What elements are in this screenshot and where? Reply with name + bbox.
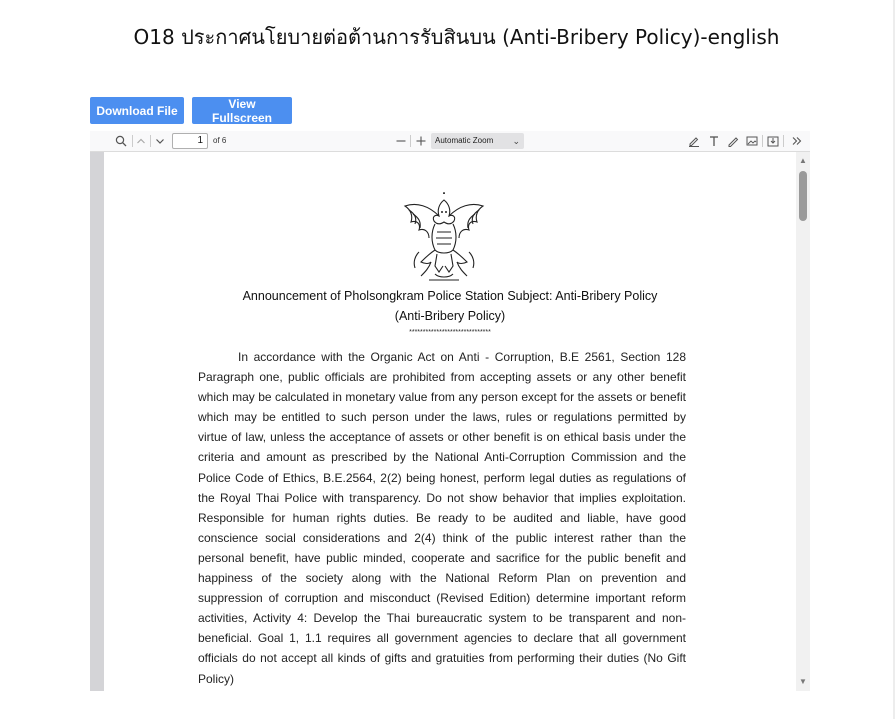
draw-icon[interactable] [726, 134, 740, 148]
more-tools-icon[interactable] [790, 134, 804, 148]
scroll-down-icon[interactable]: ▼ [799, 677, 807, 686]
highlight-icon[interactable] [687, 134, 701, 148]
scrollbar-thumb[interactable] [799, 171, 807, 221]
zoom-value: Automatic Zoom [435, 136, 494, 145]
save-icon[interactable] [766, 134, 780, 148]
zoom-out-icon[interactable] [394, 134, 408, 148]
image-icon[interactable] [745, 134, 759, 148]
text-icon[interactable] [707, 134, 721, 148]
next-page-icon[interactable] [153, 134, 167, 148]
toolbar-divider [410, 135, 411, 147]
toolbar-divider [150, 135, 151, 147]
pdf-viewer [90, 131, 810, 691]
toolbar-divider [762, 135, 763, 147]
scrollbar[interactable] [796, 152, 810, 691]
document-page [104, 152, 796, 691]
prev-page-icon[interactable] [134, 134, 148, 148]
search-icon[interactable] [114, 134, 128, 148]
view-fullscreen-button[interactable]: View Fullscreen [192, 97, 292, 124]
chevron-down-icon: ⌄ [512, 136, 520, 146]
page-count: of 6 [213, 136, 227, 145]
document-subheading: (Anti-Bribery Policy) [394, 309, 506, 323]
page-number-input[interactable]: 1 [172, 133, 208, 149]
pdf-toolbar [90, 131, 810, 152]
zoom-select[interactable] [431, 133, 524, 149]
download-file-button[interactable]: Download File [90, 97, 184, 124]
document-paragraph [198, 347, 686, 689]
scroll-up-icon[interactable]: ▲ [799, 156, 807, 165]
document-body: In accordance with the Organic Act on Anti - Corruption, B.E 2561, Section 128 Paragraph one, public officials are prohibited from accepting assets or any other benefit which may be calculated in monetary value from any person except for the assets or benefit which may be entitled to such person under the laws, rules or regulations permitted by virtue of law, unless the acceptance of assets or other benefit is on ethical basis under the criteria and amount as prescribed by the National Anti-Corruption Commission and the Police Code of Ethics, B.E.2564, 2(2) being honest, perform legal duties as regulations of the Royal Thai Police with transparency. Do not show behavior that implies exploitation. Responsible for human rights duties. Be ready to be audited and liable, have good conscience social considerations and 2(4) think of the public interest rather than the personal benefit, have public minded, cooperate and sacrifice for the public benefit and happiness of the society along with the National Reform Plan on prevention and suppression of corruption and misconduct (Revised Edition) determine important reform activities, Activity 4: Develop the Thai bureaucratic system to be transparent and non-beneficial. Goal 1, 1.1 requires all government agencies to declare that all government officials do not accept all kinds of gifts and gratuities from performing their duties (No Gift Policy) [198, 350, 686, 686]
garuda-emblem [399, 192, 489, 284]
page-title: O18 ประกาศนโยบายต่อต้านการรับสินบน (Anti-Bribery Policy)-english [133, 25, 780, 49]
toolbar-divider [783, 135, 784, 147]
toolbar-divider [132, 135, 133, 147]
zoom-in-icon[interactable] [414, 134, 428, 148]
document-heading: Announcement of Pholsongkram Police Station Subject: Anti-Bribery Policy [242, 289, 658, 303]
document-divider: ****************************** [409, 329, 491, 336]
